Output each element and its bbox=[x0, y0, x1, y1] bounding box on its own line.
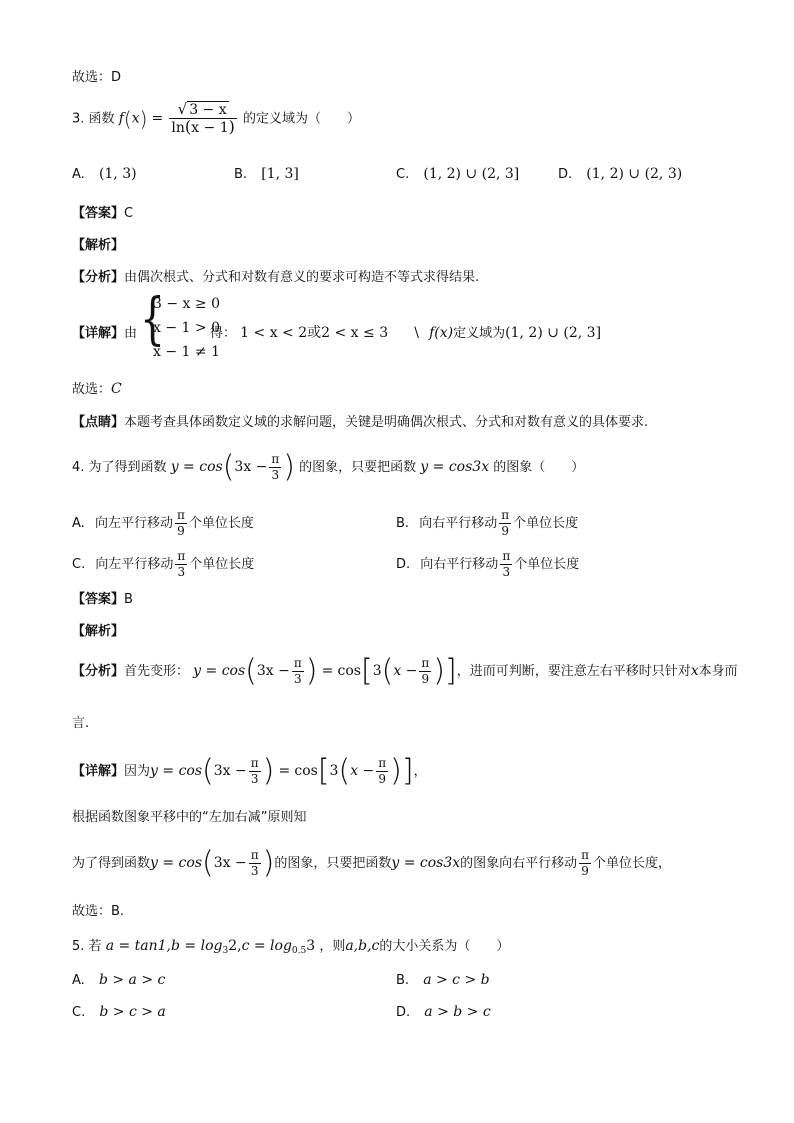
q4-y-cos3x: y = cos3x bbox=[420, 459, 490, 475]
q3-fenxi-tag: 【分析】 bbox=[72, 270, 125, 285]
q3-denominator-inner: x − 1 bbox=[191, 120, 229, 136]
q4-xiangjie-prefix: 因为 bbox=[124, 764, 151, 779]
q4-fenxi-arg: 3x − bbox=[256, 663, 290, 679]
q4-fenxi-pi: π bbox=[293, 656, 302, 670]
q4-fenxi: 【分析】首先变形： y = cos(3x − $\frac{\pi}{3}$ ) = cos[3(x − $\frac{\pi}{9}$ )]，进而可判断，要注意左右平移时只针对x本身而 bbox=[72, 653, 738, 689]
q4-final: 为了得到函数y = cos(3x − $\frac{\pi}{3}$ )的图象，只要把函数y = cos3x的图象向右平行移动 $\frac{\pi}{9}$ 个单位长度， bbox=[72, 845, 672, 881]
q3-option-b-text: [1, 3] bbox=[261, 166, 299, 182]
q3-fenxi-text: 由偶次根式、分式和对数有意义的要求可构造不等式求得结果. bbox=[124, 270, 480, 285]
q4-option-b bbox=[396, 508, 578, 539]
q3-xiangjie-prefix: 由 bbox=[124, 326, 138, 341]
q4-fenxi-x: x bbox=[690, 663, 699, 679]
q4-xiangjie-nine: 9 bbox=[376, 771, 388, 787]
q4-option-c-num: π bbox=[177, 549, 186, 563]
q4-xiangjie-comma: ， bbox=[413, 764, 427, 779]
q4-option-a-den: 9 bbox=[175, 523, 187, 539]
q4-option-c bbox=[72, 549, 254, 580]
q4-xiangjie: 【详解】因为y = cos(3x − $\frac{\pi}{3}$ ) = cos[3(x − $\frac{\pi}{9}$ )]， bbox=[72, 753, 427, 789]
q3-conclusion bbox=[72, 378, 122, 397]
q3-numerator: 3 − x bbox=[189, 102, 227, 118]
q4-principle: 根据函数图象平移中的“左加右减”原则知 bbox=[72, 810, 307, 825]
q4-option-a-num: π bbox=[176, 508, 185, 522]
q5-b-def: b = log bbox=[171, 938, 223, 954]
q3-option-d-letter: D. bbox=[558, 167, 573, 182]
q5-option-d bbox=[396, 1004, 491, 1020]
q4-option-a-letter: A. bbox=[72, 516, 85, 531]
q5-suffix: 的大小关系为（ ） bbox=[379, 939, 510, 954]
q5-option-a-letter: A. bbox=[72, 973, 85, 988]
q3-prefix: 3. 函数 bbox=[72, 111, 115, 127]
q4-option-a bbox=[72, 508, 254, 539]
q3-xiangjie-f: f(x) bbox=[429, 325, 454, 341]
q4-xiangjie-arg: 3x − bbox=[213, 763, 247, 779]
q3-cases-brace: { bbox=[140, 287, 165, 352]
q4-fenxi-coef: 3 bbox=[372, 663, 382, 679]
q4-fenxi-three: 3 bbox=[292, 671, 304, 687]
q4-xiangjie-y-eq-cos: y = cos bbox=[150, 763, 203, 779]
q3-conclusion-value: C bbox=[111, 381, 122, 397]
q5-b-arg: 2, bbox=[228, 938, 242, 954]
q3-dianjing-text: 本题考查具体函数定义域的求解问题，关键是明确偶次根式、分式和对数有意义的具体要求. bbox=[124, 415, 649, 430]
q5-option-a bbox=[72, 972, 165, 988]
q4-final-y-eq-cos: y = cos bbox=[150, 855, 203, 871]
q3-fenxi bbox=[72, 266, 479, 285]
q3-var: x bbox=[131, 110, 140, 127]
q4-option-b-num: π bbox=[501, 508, 510, 522]
q5-option-c bbox=[72, 1004, 166, 1020]
q5-option-b bbox=[396, 972, 490, 988]
q3-option-b bbox=[234, 166, 299, 182]
q4-fenxi-eq: = bbox=[321, 663, 334, 679]
q3-option-b-letter: B. bbox=[234, 167, 248, 182]
q3-option-d-text: (1, 2) ∪ (2, 3) bbox=[586, 166, 683, 182]
q4-fenxi-nine: 9 bbox=[419, 671, 431, 687]
q3-dianjing bbox=[72, 411, 648, 430]
question-3-stem: 3. 函数 f(x) = $\frac{√ 3 - x}{\ln(x - 1)}$ 的定义域为（ ） bbox=[72, 100, 361, 136]
q4-fenxi-tag: 【分析】 bbox=[72, 664, 125, 679]
q4-final-y-cos3x: y = cos3x bbox=[391, 855, 461, 871]
q3-func-name: f bbox=[118, 110, 124, 127]
q3-answer-value: C bbox=[124, 206, 134, 221]
q5-option-b-letter: B. bbox=[396, 973, 410, 988]
q4-prefix: 4. 为了得到函数 bbox=[72, 460, 167, 475]
q4-option-c-pre: 向左平行移动 bbox=[95, 557, 174, 572]
q3-case-3: x − 1 ≠ 1 bbox=[153, 344, 220, 360]
q3-option-c-letter: C. bbox=[396, 167, 410, 182]
q4-answer-tag: 【答案】 bbox=[72, 592, 125, 607]
q4-option-b-den: 9 bbox=[499, 523, 511, 539]
q4-option-a-post: 个单位长度 bbox=[188, 516, 254, 531]
q3-option-c bbox=[396, 166, 519, 182]
q4-final-mid2: 的图象向右平行移动 bbox=[460, 856, 578, 871]
q4-arg-left: 3x − bbox=[234, 459, 268, 475]
q4-fenxi-prefix: 首先变形： bbox=[124, 664, 190, 679]
q4-xiangjie-x-minus: x − bbox=[350, 763, 375, 779]
q4-option-d-post: 个单位长度 bbox=[514, 557, 580, 572]
q5-b-base: 3 bbox=[222, 946, 229, 956]
q3-option-a-text: (1, 3) bbox=[98, 166, 137, 182]
q5-option-b-text: a > c > b bbox=[423, 972, 490, 988]
q5-option-d-letter: D. bbox=[396, 1005, 411, 1020]
q3-denominator-ln: ln bbox=[171, 120, 185, 136]
q4-conclusion: 故选：B. bbox=[72, 904, 125, 919]
q5-stem-mid: ，则 bbox=[319, 939, 346, 954]
q4-fenxi-x-minus: x − bbox=[393, 663, 418, 679]
q4-fenxi-wrap: 言. bbox=[72, 716, 90, 731]
q3-option-d bbox=[558, 166, 682, 182]
q3-case-1: 3 − x ≥ 0 bbox=[153, 296, 220, 312]
q4-y-eq-cos: y = cos bbox=[170, 459, 223, 475]
q5-option-c-letter: C. bbox=[72, 1005, 86, 1020]
q5-c-arg: 3 bbox=[306, 938, 316, 954]
q4-fenxi-cos: cos bbox=[337, 663, 361, 679]
q3-xiangjie-rest bbox=[210, 322, 601, 342]
q4-fenxi-pi2: π bbox=[421, 656, 430, 670]
question-5-stem bbox=[72, 935, 509, 956]
q5-c-base: 0.5 bbox=[291, 946, 307, 956]
q4-suffix: 的图象（ ） bbox=[493, 460, 585, 475]
q4-fenxi-end: 本身而 bbox=[698, 664, 738, 679]
q4-final-mid: 的图象，只要把函数 bbox=[274, 856, 392, 871]
q4-option-c-post: 个单位长度 bbox=[189, 557, 255, 572]
q4-option-b-letter: B. bbox=[396, 516, 410, 531]
q4-option-d-pre: 向右平行移动 bbox=[420, 557, 499, 572]
q4-option-b-pre: 向右平行移动 bbox=[419, 516, 498, 531]
q5-prefix: 5. 若 bbox=[72, 939, 102, 954]
q4-option-a-pre: 向左平行移动 bbox=[94, 516, 173, 531]
q3-option-c-text: (1, 2) ∪ (2, 3] bbox=[423, 166, 520, 182]
q5-a-def: a = tan1, bbox=[105, 938, 172, 954]
q4-answer-value: B bbox=[124, 592, 133, 607]
q4-stem-mid: 的图象，只要把函数 bbox=[299, 460, 417, 475]
q4-xiangjie-coef: 3 bbox=[329, 763, 339, 779]
q5-c-def: c = log bbox=[241, 938, 292, 954]
q3-xiangjie bbox=[72, 322, 137, 341]
q5-option-a-text: b > a > c bbox=[98, 972, 166, 988]
q4-xiangjie-cos: cos bbox=[294, 763, 318, 779]
q3-xiangjie-tag: 【详解】 bbox=[72, 326, 125, 341]
q3-option-a bbox=[72, 166, 137, 182]
q4-xiangjie-three: 3 bbox=[249, 771, 261, 787]
q4-final-three: 3 bbox=[249, 863, 261, 879]
q4-final-pi: π bbox=[250, 848, 259, 862]
q3-xiangjie-domain-label: 定义域为 bbox=[453, 326, 506, 341]
q3-xiangjie-symbol: \ bbox=[414, 325, 419, 341]
q4-final-prefix: 为了得到函数 bbox=[72, 856, 151, 871]
q4-fenxi-y-eq-cos: y = cos bbox=[193, 663, 246, 679]
q4-xiangjie-eq: = bbox=[278, 763, 291, 779]
q3-xiangjie-range: 1 < x < 2或2 < x ≤ 3 bbox=[240, 325, 389, 341]
q4-final-nine: 9 bbox=[579, 863, 591, 879]
q3-xiangjie-de: 得： bbox=[210, 326, 237, 341]
q5-option-d-text: a > b > c bbox=[424, 1004, 491, 1020]
q4-fenxi-suffix: ，进而可判断，要注意左右平移时只针对 bbox=[456, 664, 691, 679]
q4-option-c-den: 3 bbox=[175, 564, 187, 580]
q3-suffix: 的定义域为（ ） bbox=[243, 111, 361, 127]
q3-fraction: $\frac{√ 3 - x}{\ln(x - 1)}$ bbox=[171, 100, 235, 136]
previous-answer-line: 故选：D bbox=[72, 70, 122, 85]
q3-answer-tag: 【答案】 bbox=[72, 206, 125, 221]
q4-answer bbox=[72, 588, 133, 607]
q4-option-d-den: 3 bbox=[500, 564, 512, 580]
q4-pi: π bbox=[271, 452, 280, 466]
q4-option-d bbox=[396, 549, 579, 580]
q5-option-c-text: b > c > a bbox=[99, 1004, 166, 1020]
q4-final-pi2: π bbox=[581, 848, 590, 862]
q4-option-d-num: π bbox=[502, 549, 511, 563]
q4-option-b-post: 个单位长度 bbox=[513, 516, 579, 531]
question-4-stem: 4. 为了得到函数 y = cos(3x − $\frac{\pi}{3}$ ) 的图象，只要把函数 y = cos3x 的图象（ ） bbox=[72, 449, 585, 485]
q3-option-a-letter: A. bbox=[72, 167, 85, 182]
q3-case-2: x − 1 > 0 bbox=[153, 320, 220, 336]
q3-conclusion-label: 故选： bbox=[72, 382, 112, 397]
q3-eq: = bbox=[151, 110, 164, 127]
q4-three: 3 bbox=[269, 467, 281, 483]
q4-analysis-tag: 【解析】 bbox=[72, 624, 125, 639]
q4-final-suffix: 个单位长度， bbox=[593, 856, 672, 871]
q3-dianjing-tag: 【点睛】 bbox=[72, 415, 125, 430]
q4-option-d-letter: D. bbox=[396, 557, 411, 572]
q3-analysis-tag: 【解析】 bbox=[72, 238, 125, 253]
q3-answer bbox=[72, 202, 133, 221]
q5-abc: a,b,c bbox=[345, 938, 380, 954]
q4-pi-over-3 bbox=[269, 452, 281, 483]
q4-final-arg: 3x − bbox=[213, 855, 247, 871]
q4-xiangjie-pi2: π bbox=[378, 756, 387, 770]
q3-xiangjie-domain: (1, 2) ∪ (2, 3] bbox=[505, 325, 602, 341]
q4-xiangjie-pi: π bbox=[250, 756, 259, 770]
q4-option-c-letter: C. bbox=[72, 557, 86, 572]
q4-xiangjie-tag: 【详解】 bbox=[72, 764, 125, 779]
